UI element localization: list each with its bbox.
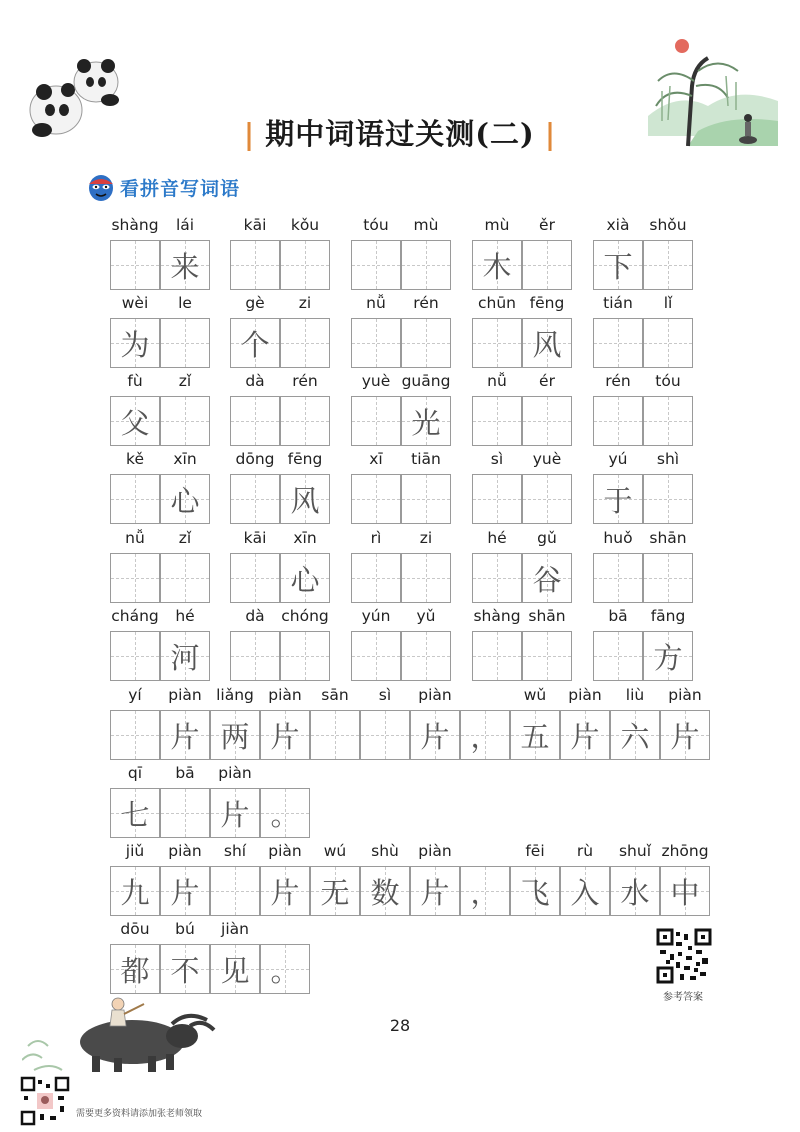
writing-cell[interactable]	[230, 240, 280, 290]
qr-code-icon	[656, 928, 712, 984]
cell-character	[111, 632, 159, 680]
pinyin-syllable: nǚ	[125, 529, 145, 547]
cell-character: 五	[520, 719, 550, 754]
cell-character	[231, 475, 279, 523]
cell-character	[352, 319, 400, 367]
pinyin-syllable: dōng	[235, 450, 275, 468]
writing-cell[interactable]	[110, 788, 160, 838]
qr-caption: 参考答案	[663, 992, 703, 1003]
cell-character: 水	[620, 875, 650, 910]
pinyin-syllable: mù	[413, 216, 439, 234]
writing-cell[interactable]	[260, 944, 310, 994]
cell-character: 七	[120, 797, 150, 832]
writing-cell[interactable]	[351, 553, 401, 603]
cell-character	[402, 632, 450, 680]
writing-cell[interactable]	[472, 474, 522, 524]
pinyin-syllable: kāi	[243, 529, 267, 547]
pinyin-syllable: chūn	[478, 294, 516, 312]
writing-cell[interactable]	[643, 631, 693, 681]
pinyin-syllable: rén	[605, 372, 631, 390]
pinyin-syllable: bā	[175, 764, 195, 782]
pinyin-syllable: kāi	[243, 216, 267, 234]
writing-cell[interactable]	[160, 474, 210, 524]
pinyin-syllable: zi	[419, 529, 433, 547]
writing-cell[interactable]	[660, 710, 710, 760]
pinyin-syllable: dà	[245, 372, 265, 390]
writing-cell[interactable]	[280, 474, 330, 524]
cell-character: 父	[120, 405, 150, 440]
writing-cell[interactable]	[593, 318, 643, 368]
qr-code-icon	[20, 1076, 70, 1126]
writing-cell[interactable]	[160, 240, 210, 290]
pinyin-syllable: piàn	[568, 686, 602, 704]
cell-character: 片	[420, 875, 450, 910]
writing-cell[interactable]	[230, 474, 280, 524]
pinyin-syllable: wú	[323, 842, 347, 860]
writing-cell[interactable]	[401, 474, 451, 524]
writing-cell[interactable]	[522, 240, 572, 290]
pinyin-syllable: ér	[539, 372, 555, 390]
cell-character: 片	[270, 719, 300, 754]
pinyin-syllable: fēng	[529, 294, 565, 312]
pinyin-syllable: fēng	[287, 450, 323, 468]
writing-cell[interactable]	[110, 474, 160, 524]
writing-cell[interactable]	[260, 866, 310, 916]
cell-character	[111, 711, 159, 759]
writing-cell[interactable]	[593, 396, 643, 446]
pinyin-syllable: piàn	[418, 842, 452, 860]
cell-character	[594, 632, 642, 680]
writing-cell[interactable]	[522, 631, 572, 681]
pinyin-syllable: zi	[298, 294, 312, 312]
writing-cell[interactable]	[351, 318, 401, 368]
pinyin-syllable: gè	[245, 294, 265, 312]
cell-character: 都	[120, 953, 150, 988]
section-header	[86, 170, 240, 204]
cell-character: 河	[170, 640, 200, 675]
cell-character	[281, 397, 329, 445]
writing-cell[interactable]	[410, 710, 460, 760]
writing-cell[interactable]	[160, 631, 210, 681]
cell-character	[523, 397, 571, 445]
pinyin-syllable: shān	[649, 529, 687, 547]
opera-mask-icon	[86, 172, 116, 202]
pinyin-syllable: zǐ	[178, 372, 192, 390]
cell-character: 片	[420, 719, 450, 754]
writing-cell[interactable]	[210, 788, 260, 838]
cell-character	[231, 632, 279, 680]
cell-character	[281, 632, 329, 680]
cell-character: 片	[220, 797, 250, 832]
pinyin-syllable: wǔ	[523, 686, 547, 704]
writing-cell[interactable]	[280, 318, 330, 368]
writing-cell[interactable]	[210, 944, 260, 994]
cell-character: 无	[320, 875, 350, 910]
cell-character	[211, 867, 259, 915]
cell-character: 片	[170, 875, 200, 910]
cell-character	[111, 554, 159, 602]
cell-character	[473, 319, 521, 367]
cell-character	[644, 319, 692, 367]
pinyin-syllable: kǒu	[290, 216, 320, 234]
cell-character	[523, 632, 571, 680]
pinyin-syllable: piàn	[418, 686, 452, 704]
writing-cell[interactable]	[510, 866, 560, 916]
pinyin-syllable: rén	[292, 372, 318, 390]
writing-cell[interactable]	[401, 240, 451, 290]
pinyin-syllable: huǒ	[603, 529, 633, 547]
writing-cell[interactable]	[401, 396, 451, 446]
writing-cell[interactable]	[643, 553, 693, 603]
cell-character	[644, 475, 692, 523]
pinyin-syllable: fāng	[650, 607, 686, 625]
pinyin-syllable: dà	[245, 607, 265, 625]
cell-character: 中	[670, 875, 700, 910]
cell-character: 入	[570, 875, 600, 910]
pinyin-syllable: dōu	[120, 920, 150, 938]
cell-character	[594, 554, 642, 602]
writing-cell[interactable]	[280, 240, 330, 290]
cell-character: 方	[653, 640, 683, 675]
cell-character	[594, 319, 642, 367]
cell-character	[161, 554, 209, 602]
writing-cell[interactable]	[522, 396, 572, 446]
writing-cell[interactable]	[660, 866, 710, 916]
writing-cell[interactable]	[210, 866, 260, 916]
cell-character: 两	[220, 719, 250, 754]
pinyin-syllable: piàn	[268, 842, 302, 860]
cell-character: 心	[290, 562, 320, 597]
page-number: 28	[389, 1016, 411, 1035]
writing-cell[interactable]	[351, 474, 401, 524]
pinyin-syllable: piàn	[668, 686, 702, 704]
pinyin-syllable: xīn	[293, 529, 317, 547]
cell-character	[161, 319, 209, 367]
cell-character: ，	[470, 875, 500, 910]
writing-cell[interactable]	[110, 396, 160, 446]
cell-character	[644, 241, 692, 289]
cell-character	[352, 241, 400, 289]
cell-character	[402, 475, 450, 523]
pinyin-syllable: fù	[127, 372, 143, 390]
writing-cell[interactable]	[610, 866, 660, 916]
pinyin-syllable: guāng	[401, 372, 451, 390]
cell-character	[402, 241, 450, 289]
cell-character	[473, 632, 521, 680]
writing-cell[interactable]	[110, 631, 160, 681]
pinyin-syllable: nǚ	[487, 372, 507, 390]
cell-character: 于	[603, 483, 633, 518]
writing-cell[interactable]	[593, 553, 643, 603]
title-text: 期中词语过关测(二)	[265, 117, 535, 151]
pinyin-syllable: mù	[484, 216, 510, 234]
cell-character	[352, 554, 400, 602]
section-label: 看拼音写词语	[120, 177, 241, 200]
pinyin-syllable: piàn	[168, 842, 202, 860]
cell-character: ，	[470, 719, 500, 754]
cell-character	[402, 554, 450, 602]
writing-cell[interactable]	[110, 944, 160, 994]
cell-character	[352, 475, 400, 523]
pinyin-syllable: piàn	[218, 764, 252, 782]
pinyin-syllable: bú	[175, 920, 195, 938]
cell-character: 见	[220, 953, 250, 988]
pinyin-syllable: lǐ	[663, 294, 673, 312]
pinyin-syllable: piàn	[168, 686, 202, 704]
pinyin-syllable: yí	[128, 686, 142, 704]
cell-character	[402, 319, 450, 367]
cell-character: 不	[170, 953, 200, 988]
writing-cell[interactable]	[351, 240, 401, 290]
writing-cell[interactable]	[410, 866, 460, 916]
writing-cell[interactable]	[610, 710, 660, 760]
cell-character	[281, 319, 329, 367]
cell-character	[594, 397, 642, 445]
cell-character	[473, 475, 521, 523]
writing-cell[interactable]	[522, 553, 572, 603]
pinyin-syllable: sì	[490, 450, 504, 468]
cell-character	[473, 554, 521, 602]
pinyin-syllable: nǚ	[366, 294, 386, 312]
pinyin-syllable: zǐ	[178, 529, 192, 547]
buffalo-boy-illustration	[22, 990, 222, 1076]
writing-cell[interactable]	[643, 396, 693, 446]
writing-cell[interactable]	[210, 710, 260, 760]
cell-character: 。	[270, 797, 300, 832]
pinyin-syllable: yú	[608, 450, 628, 468]
cell-character	[523, 241, 571, 289]
writing-cell[interactable]	[260, 788, 310, 838]
pinyin-syllable: lái	[175, 216, 195, 234]
pinyin-syllable: qī	[127, 764, 143, 782]
writing-cell[interactable]	[472, 553, 522, 603]
writing-cell[interactable]	[110, 240, 160, 290]
writing-cell[interactable]	[472, 318, 522, 368]
pinyin-syllable: sì	[378, 686, 392, 704]
cell-character: 。	[270, 953, 300, 988]
cell-character	[111, 241, 159, 289]
pinyin-syllable: sān	[321, 686, 349, 704]
cell-character: 木	[482, 249, 512, 284]
cell-character: 风	[532, 327, 562, 362]
cell-character: 心	[170, 483, 200, 518]
cell-character	[111, 475, 159, 523]
pinyin-syllable: tóu	[655, 372, 681, 390]
pinyin-syllable: yuè	[532, 450, 562, 468]
writing-cell[interactable]	[351, 631, 401, 681]
writing-cell[interactable]	[472, 631, 522, 681]
writing-cell[interactable]	[230, 553, 280, 603]
writing-cell[interactable]	[560, 866, 610, 916]
cell-character	[231, 397, 279, 445]
writing-cell[interactable]	[230, 318, 280, 368]
cell-character: 六	[620, 719, 650, 754]
writing-cell[interactable]	[160, 553, 210, 603]
pinyin-syllable: fēi	[525, 842, 545, 860]
pinyin-syllable: zhōng	[661, 842, 709, 860]
writing-cell[interactable]	[110, 710, 160, 760]
pinyin-syllable: ěr	[539, 216, 555, 234]
cell-character	[231, 241, 279, 289]
writing-cell[interactable]	[401, 631, 451, 681]
cell-character: 来	[170, 249, 200, 284]
writing-cell[interactable]	[160, 944, 210, 994]
pinyin-syllable: le	[178, 294, 192, 312]
pinyin-syllable: xīn	[173, 450, 197, 468]
cell-character: 九	[120, 875, 150, 910]
cell-character	[311, 711, 359, 759]
writing-cell[interactable]	[560, 710, 610, 760]
cell-character	[352, 632, 400, 680]
cell-character: 飞	[520, 875, 550, 910]
writing-cell[interactable]	[643, 318, 693, 368]
page-title	[0, 112, 800, 153]
writing-cell[interactable]	[280, 553, 330, 603]
writing-cell[interactable]	[160, 710, 210, 760]
cell-character: 片	[170, 719, 200, 754]
writing-cell[interactable]	[522, 474, 572, 524]
cell-character: 风	[290, 483, 320, 518]
pinyin-syllable: liǎng	[216, 686, 254, 704]
title-bar-right: |	[544, 117, 557, 151]
writing-cell[interactable]	[160, 318, 210, 368]
pinyin-syllable: shǒu	[649, 216, 687, 234]
cell-character	[644, 554, 692, 602]
writing-cell[interactable]	[260, 710, 310, 760]
cell-character	[281, 241, 329, 289]
pinyin-syllable: shí	[223, 842, 247, 860]
pinyin-syllable: yún	[361, 607, 391, 625]
writing-cell[interactable]	[593, 240, 643, 290]
cell-character	[644, 397, 692, 445]
pinyin-syllable: rén	[413, 294, 439, 312]
pinyin-syllable: shù	[371, 842, 399, 860]
writing-cell[interactable]	[230, 631, 280, 681]
pinyin-syllable: rì	[370, 529, 382, 547]
writing-cell[interactable]	[593, 631, 643, 681]
pinyin-syllable: chóng	[281, 607, 329, 625]
writing-cell[interactable]	[160, 788, 210, 838]
pinyin-syllable: piàn	[268, 686, 302, 704]
cell-character: 谷	[532, 562, 562, 597]
writing-cell[interactable]	[593, 474, 643, 524]
footer-note: 需要更多资料请添加张老师领取	[76, 1109, 203, 1119]
cell-character: 片	[270, 875, 300, 910]
writing-cell[interactable]	[522, 318, 572, 368]
writing-cell[interactable]	[360, 866, 410, 916]
pinyin-syllable: tiān	[411, 450, 441, 468]
pinyin-syllable: tián	[603, 294, 633, 312]
writing-cell[interactable]	[230, 396, 280, 446]
writing-cell[interactable]	[310, 866, 360, 916]
cell-character: 片	[570, 719, 600, 754]
pinyin-syllable: gǔ	[537, 529, 557, 547]
pinyin-syllable: bā	[608, 607, 628, 625]
writing-cell[interactable]	[110, 318, 160, 368]
pinyin-syllable: xià	[606, 216, 630, 234]
cell-character: 片	[670, 719, 700, 754]
writing-cell[interactable]	[280, 396, 330, 446]
cell-character: 下	[603, 249, 633, 284]
writing-cell[interactable]	[643, 240, 693, 290]
pinyin-syllable: cháng	[111, 607, 159, 625]
writing-cell[interactable]	[401, 553, 451, 603]
writing-cell[interactable]	[110, 866, 160, 916]
pinyin-syllable: jiǔ	[125, 842, 145, 860]
cell-character: 个	[240, 327, 270, 362]
pinyin-syllable: shì	[656, 450, 680, 468]
pinyin-syllable: shàng	[473, 607, 521, 625]
cell-character	[161, 397, 209, 445]
writing-cell[interactable]	[360, 710, 410, 760]
title-bar-left: |	[243, 117, 256, 151]
pinyin-syllable: hé	[175, 607, 195, 625]
cell-character	[352, 397, 400, 445]
writing-cell[interactable]	[510, 710, 560, 760]
pinyin-syllable: hé	[487, 529, 507, 547]
writing-cell[interactable]	[472, 396, 522, 446]
pinyin-syllable: shuǐ	[618, 842, 652, 860]
cell-character: 为	[120, 327, 150, 362]
cell-character	[523, 475, 571, 523]
cell-character: 数	[370, 875, 400, 910]
writing-cell[interactable]	[280, 631, 330, 681]
writing-cell[interactable]	[472, 240, 522, 290]
cell-character: 光	[411, 405, 441, 440]
writing-cell[interactable]	[460, 710, 510, 760]
writing-cell[interactable]	[310, 710, 360, 760]
cell-character	[361, 711, 409, 759]
writing-cell[interactable]	[351, 396, 401, 446]
writing-cell[interactable]	[643, 474, 693, 524]
pinyin-syllable: wèi	[121, 294, 149, 312]
pinyin-syllable: xī	[369, 450, 383, 468]
cell-character	[231, 554, 279, 602]
writing-cell[interactable]	[460, 866, 510, 916]
writing-cell[interactable]	[160, 866, 210, 916]
writing-cell[interactable]	[160, 396, 210, 446]
pinyin-syllable: shān	[528, 607, 566, 625]
pinyin-syllable: tóu	[363, 216, 389, 234]
pinyin-syllable: kě	[126, 450, 144, 468]
pinyin-syllable: shàng	[111, 216, 159, 234]
pinyin-syllable: rù	[576, 842, 594, 860]
pinyin-syllable: liù	[625, 686, 645, 704]
cell-character	[161, 789, 209, 837]
writing-cell[interactable]	[401, 318, 451, 368]
pinyin-syllable: yuè	[361, 372, 391, 390]
writing-cell[interactable]	[110, 553, 160, 603]
cell-character	[473, 397, 521, 445]
pinyin-syllable: jiàn	[221, 920, 249, 938]
pinyin-syllable: yǔ	[416, 607, 436, 625]
